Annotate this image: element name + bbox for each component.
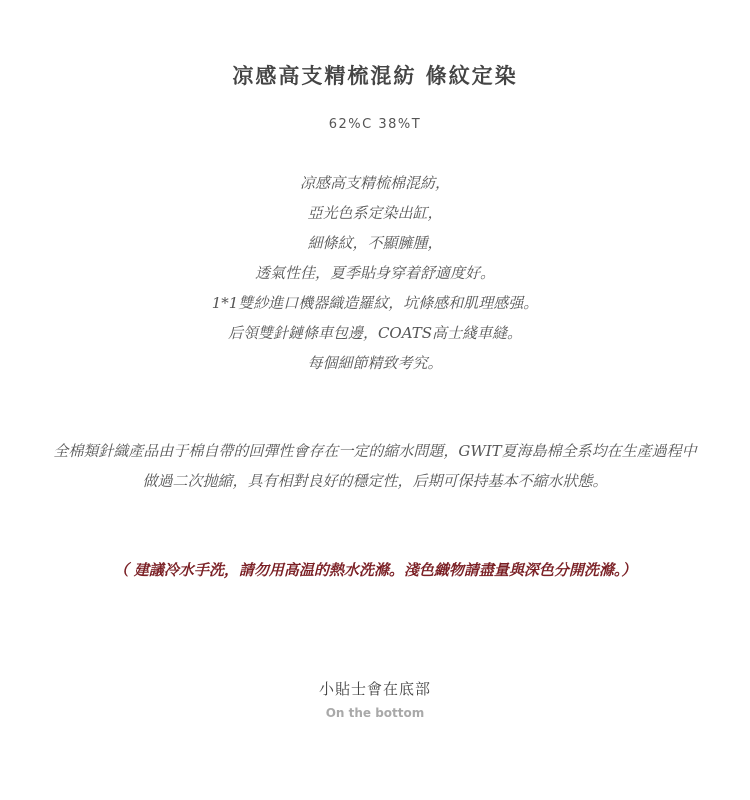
notice-line: 全棉類針織產品由于棉自帶的回彈性會存在一定的縮水問題，GWIT夏海島棉全系均在生產過程中 bbox=[53, 442, 697, 460]
tip-subtitle: On the bottom bbox=[325, 706, 425, 720]
description-line: 亞光色系定染出缸， bbox=[307, 204, 443, 222]
product-description bbox=[0, 168, 750, 378]
washing-care-note: （ 建議冷水手洗，請勿用高温的熱水洗滌。淺色織物請盡量與深色分開洗滌。） bbox=[113, 561, 637, 579]
tip-title: 小貼士會在底部 bbox=[318, 680, 431, 698]
description-line: 透氣性佳，夏季貼身穿着舒適度好。 bbox=[254, 264, 495, 282]
notice-line: 做過二次抛縮，具有相對良好的穩定性，后期可保持基本不縮水狀態。 bbox=[142, 472, 608, 490]
description-line: 凉感高支精梳棉混紡， bbox=[299, 174, 450, 192]
fabric-composition: 62%C 38%T bbox=[328, 117, 422, 132]
description-line: 細條紋，不顯臃腫， bbox=[307, 234, 443, 252]
description-line: 后領雙針鏈條車包邊，COATS高士綫車縫。 bbox=[227, 324, 523, 342]
description-line: 每個細節精致考究。 bbox=[307, 354, 443, 372]
description-line: 1*1雙紗進口機器織造羅紋，坑條感和肌理感强。 bbox=[211, 294, 539, 312]
product-title: 凉感高支精梳混紡 條紋定染 bbox=[232, 63, 518, 88]
shrinkage-notice bbox=[10, 436, 740, 496]
